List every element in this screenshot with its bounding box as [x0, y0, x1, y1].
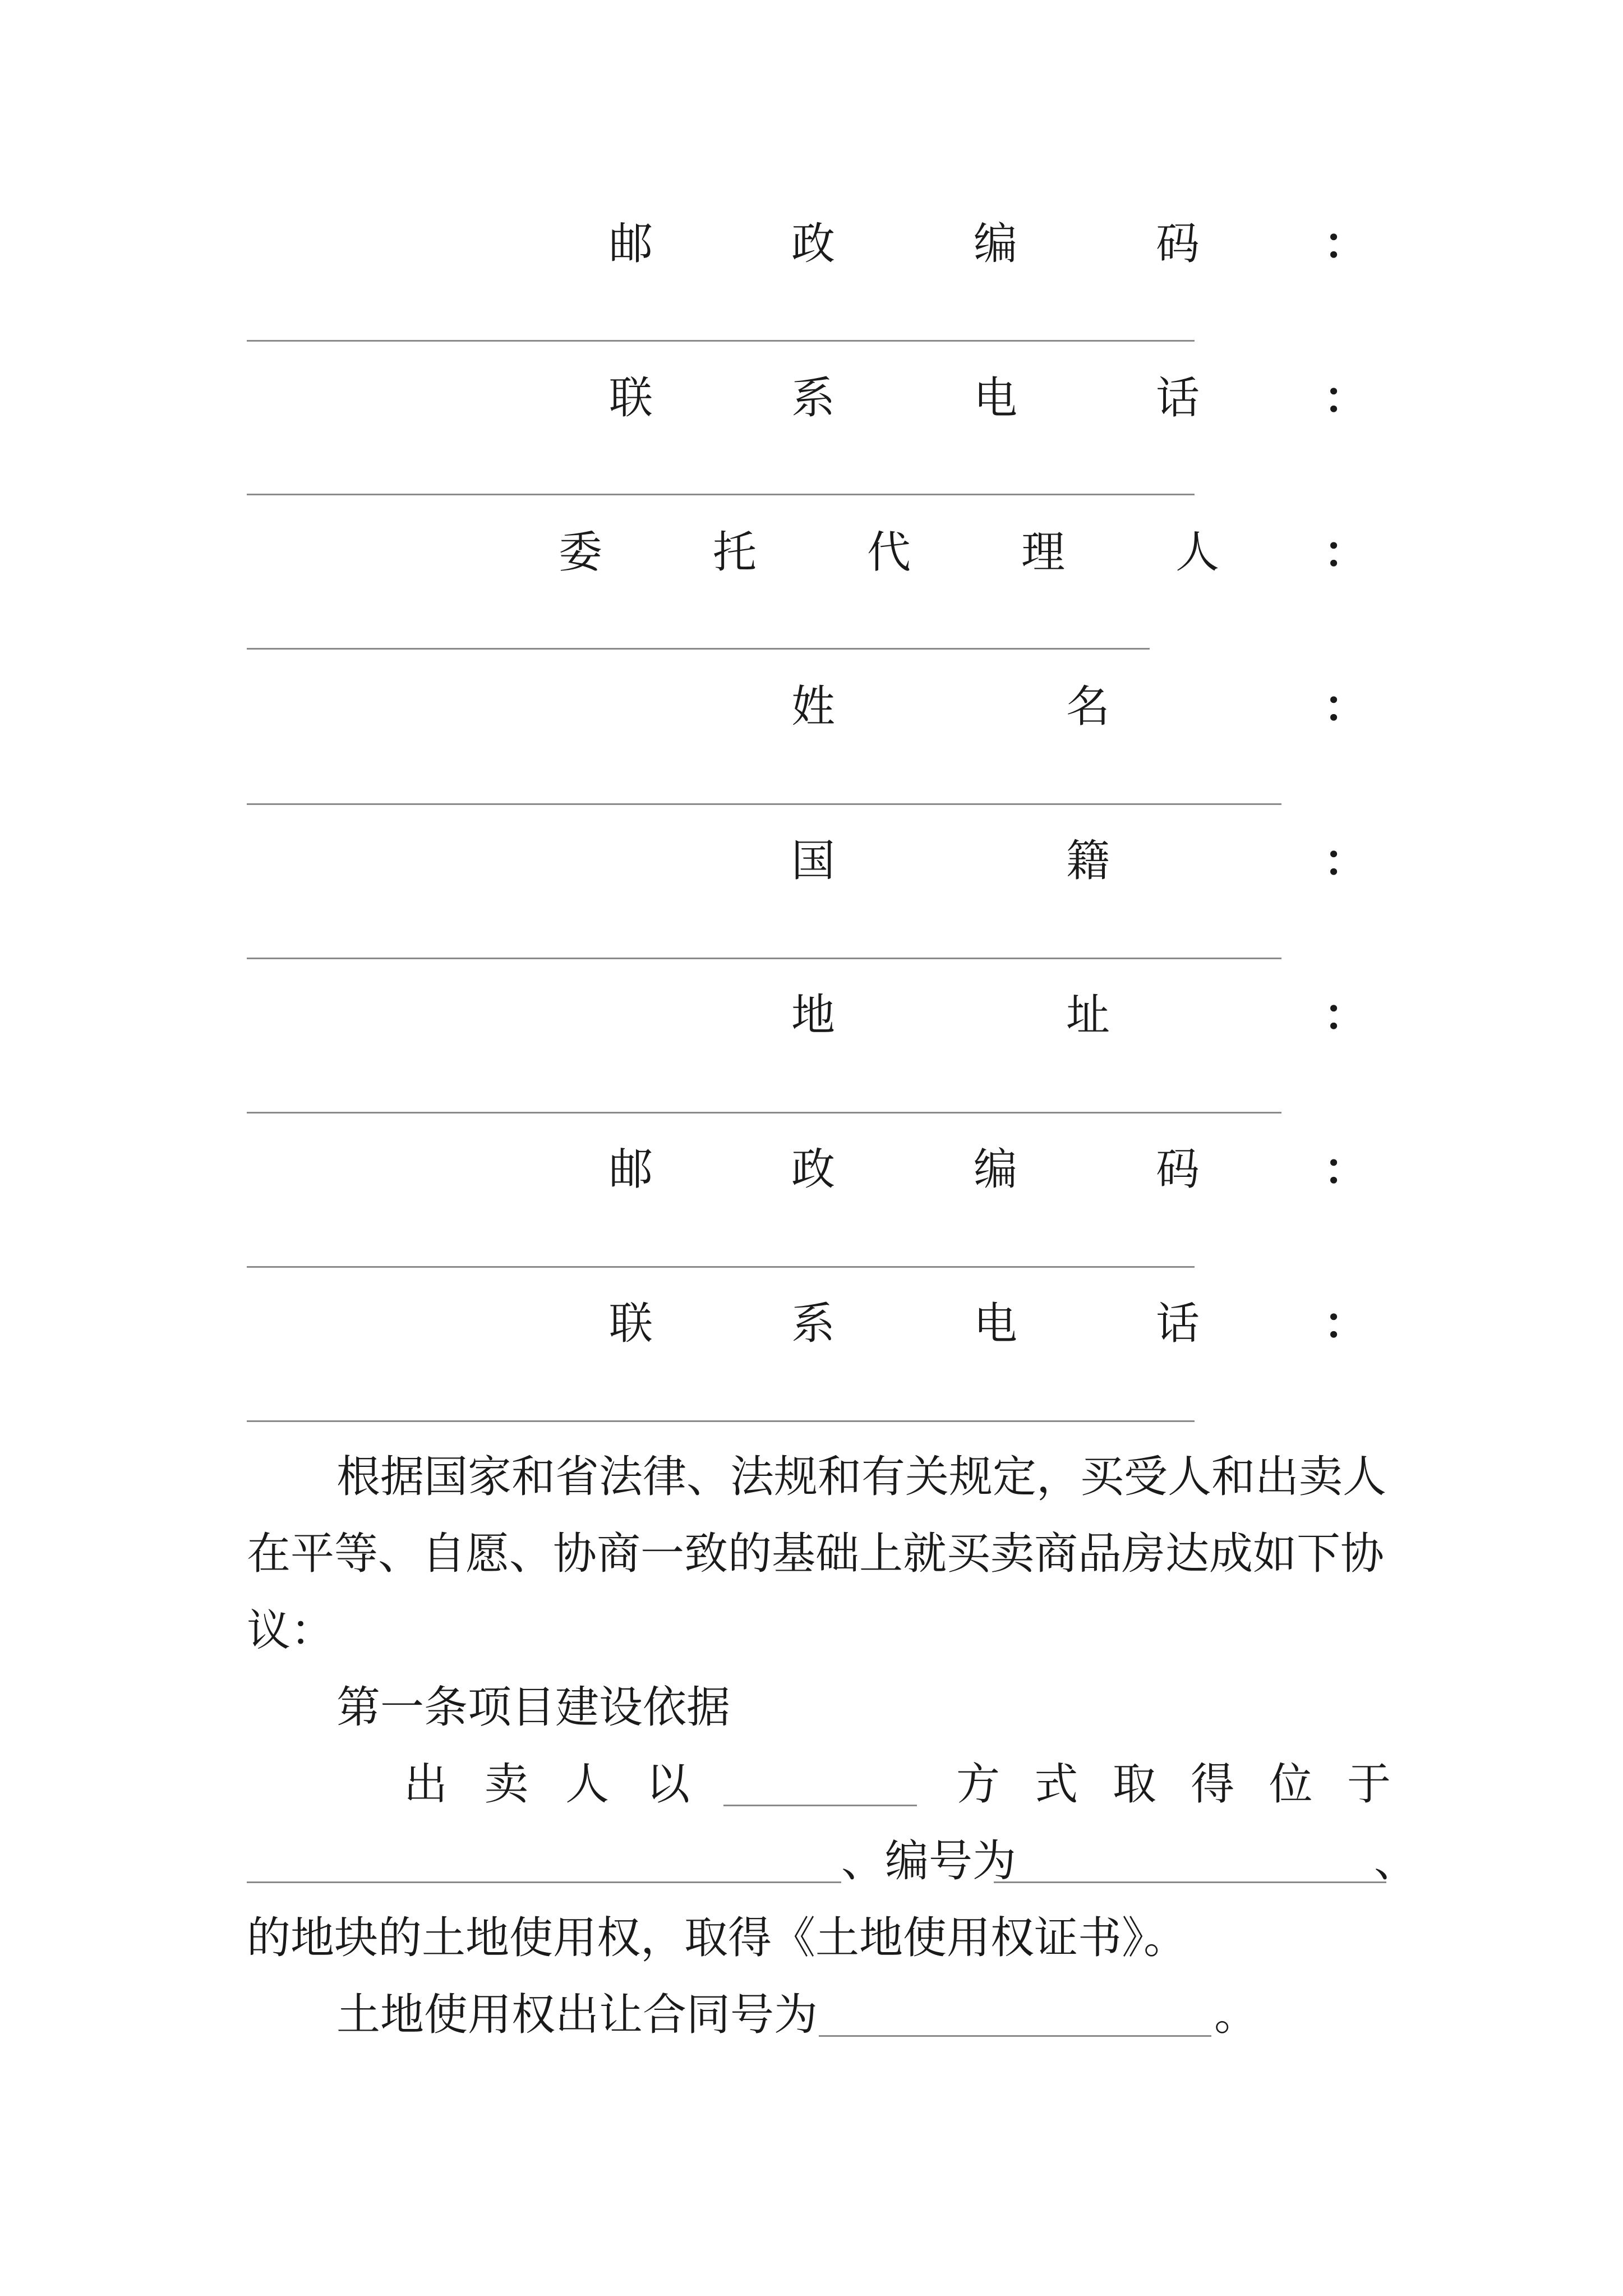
label-char: 编	[973, 1144, 1017, 1195]
postcode-field-line-2[interactable]	[247, 1266, 1195, 1268]
article-1-title: 第一条项目建设依据	[336, 1682, 731, 1733]
separator: 、	[1374, 1836, 1418, 1887]
label-char: 话	[1155, 373, 1200, 424]
label-char: 址	[1066, 990, 1110, 1041]
postcode-field-line-1[interactable]	[247, 340, 1195, 342]
label-colon: ：	[1324, 1144, 1368, 1195]
label-char: 电	[973, 373, 1017, 424]
label-char: 话	[1155, 1299, 1200, 1349]
label-char: 码	[1155, 1144, 1200, 1195]
nationality-field-line[interactable]	[247, 958, 1281, 959]
location-blank[interactable]	[247, 1846, 841, 1883]
label-char: 托	[712, 527, 757, 578]
name-field-line[interactable]	[247, 803, 1281, 805]
text-char: 取	[1112, 1759, 1156, 1810]
label-char: 籍	[1066, 836, 1110, 886]
contract-number-blank[interactable]	[819, 1999, 1211, 2037]
label-colon: ：	[1324, 1298, 1368, 1349]
text-char: 人	[565, 1759, 609, 1810]
phone-label-row-2	[247, 1282, 1391, 1366]
agent-field-line[interactable]	[247, 648, 1150, 650]
label-char: 电	[973, 1299, 1017, 1349]
label-char: 名	[1066, 682, 1110, 732]
text-char: 卖	[484, 1759, 528, 1810]
label-char: 系	[791, 1299, 835, 1349]
acquisition-method-blank[interactable]	[723, 1769, 917, 1806]
label-char: 委	[558, 527, 602, 578]
period: 。	[1214, 1990, 1258, 2040]
agent-label-row	[247, 510, 1391, 595]
label-colon: ：	[1324, 527, 1368, 578]
phone-label-row-1	[247, 356, 1391, 440]
label-char: 姓	[791, 682, 835, 732]
text-char: 方	[956, 1759, 1000, 1810]
label-colon: ：	[1324, 681, 1368, 732]
phone-field-line-2[interactable]	[247, 1420, 1195, 1422]
label-char: 邮	[608, 219, 653, 269]
label-colon: ：	[1324, 372, 1368, 424]
parcel-number-blank[interactable]	[994, 1846, 1386, 1883]
label-colon: ：	[1324, 835, 1368, 886]
postcode-label-row-2	[247, 1128, 1391, 1212]
label-char: 政	[791, 219, 835, 269]
label-colon: ：	[1324, 990, 1368, 1041]
label-colon: ：	[1324, 218, 1368, 269]
label-char: 邮	[608, 1144, 653, 1195]
address-label-row	[247, 973, 1391, 1057]
text-char: 以	[645, 1759, 690, 1810]
text-char: 得	[1191, 1759, 1235, 1810]
label-char: 地	[791, 990, 835, 1041]
label-char: 国	[791, 836, 835, 886]
contract-number-label: 土地使用权出让合同号为	[336, 1990, 818, 2040]
label-char: 理	[1021, 527, 1065, 578]
label-char: 政	[791, 1144, 835, 1195]
label-char: 系	[791, 373, 835, 424]
number-label: 、编号为	[841, 1836, 1017, 1887]
address-field-line[interactable]	[247, 1112, 1281, 1114]
text-char: 位	[1269, 1759, 1313, 1810]
label-char: 代	[866, 527, 911, 578]
text-char: 式	[1034, 1759, 1078, 1810]
name-label-row	[247, 665, 1391, 749]
label-char: 联	[608, 1299, 653, 1349]
article-1-line-3: 的地块的土地使用权，取得《土地使用权证书》。	[247, 1913, 1188, 1963]
label-char: 联	[608, 373, 653, 424]
phone-field-line-1[interactable]	[247, 494, 1195, 495]
postcode-label-row-1	[247, 202, 1391, 286]
label-char: 人	[1175, 527, 1219, 578]
label-char: 码	[1155, 219, 1200, 269]
label-char: 编	[973, 219, 1017, 269]
intro-paragraph: 根据国家和省法律、法规和有关规定，买受人和出卖人在平等、自愿、协商一致的基础上就买卖商品房达成如下协议：	[247, 1452, 1387, 1656]
text-char: 于	[1347, 1759, 1391, 1810]
nationality-label-row	[247, 819, 1391, 903]
text-char: 出	[404, 1759, 448, 1810]
